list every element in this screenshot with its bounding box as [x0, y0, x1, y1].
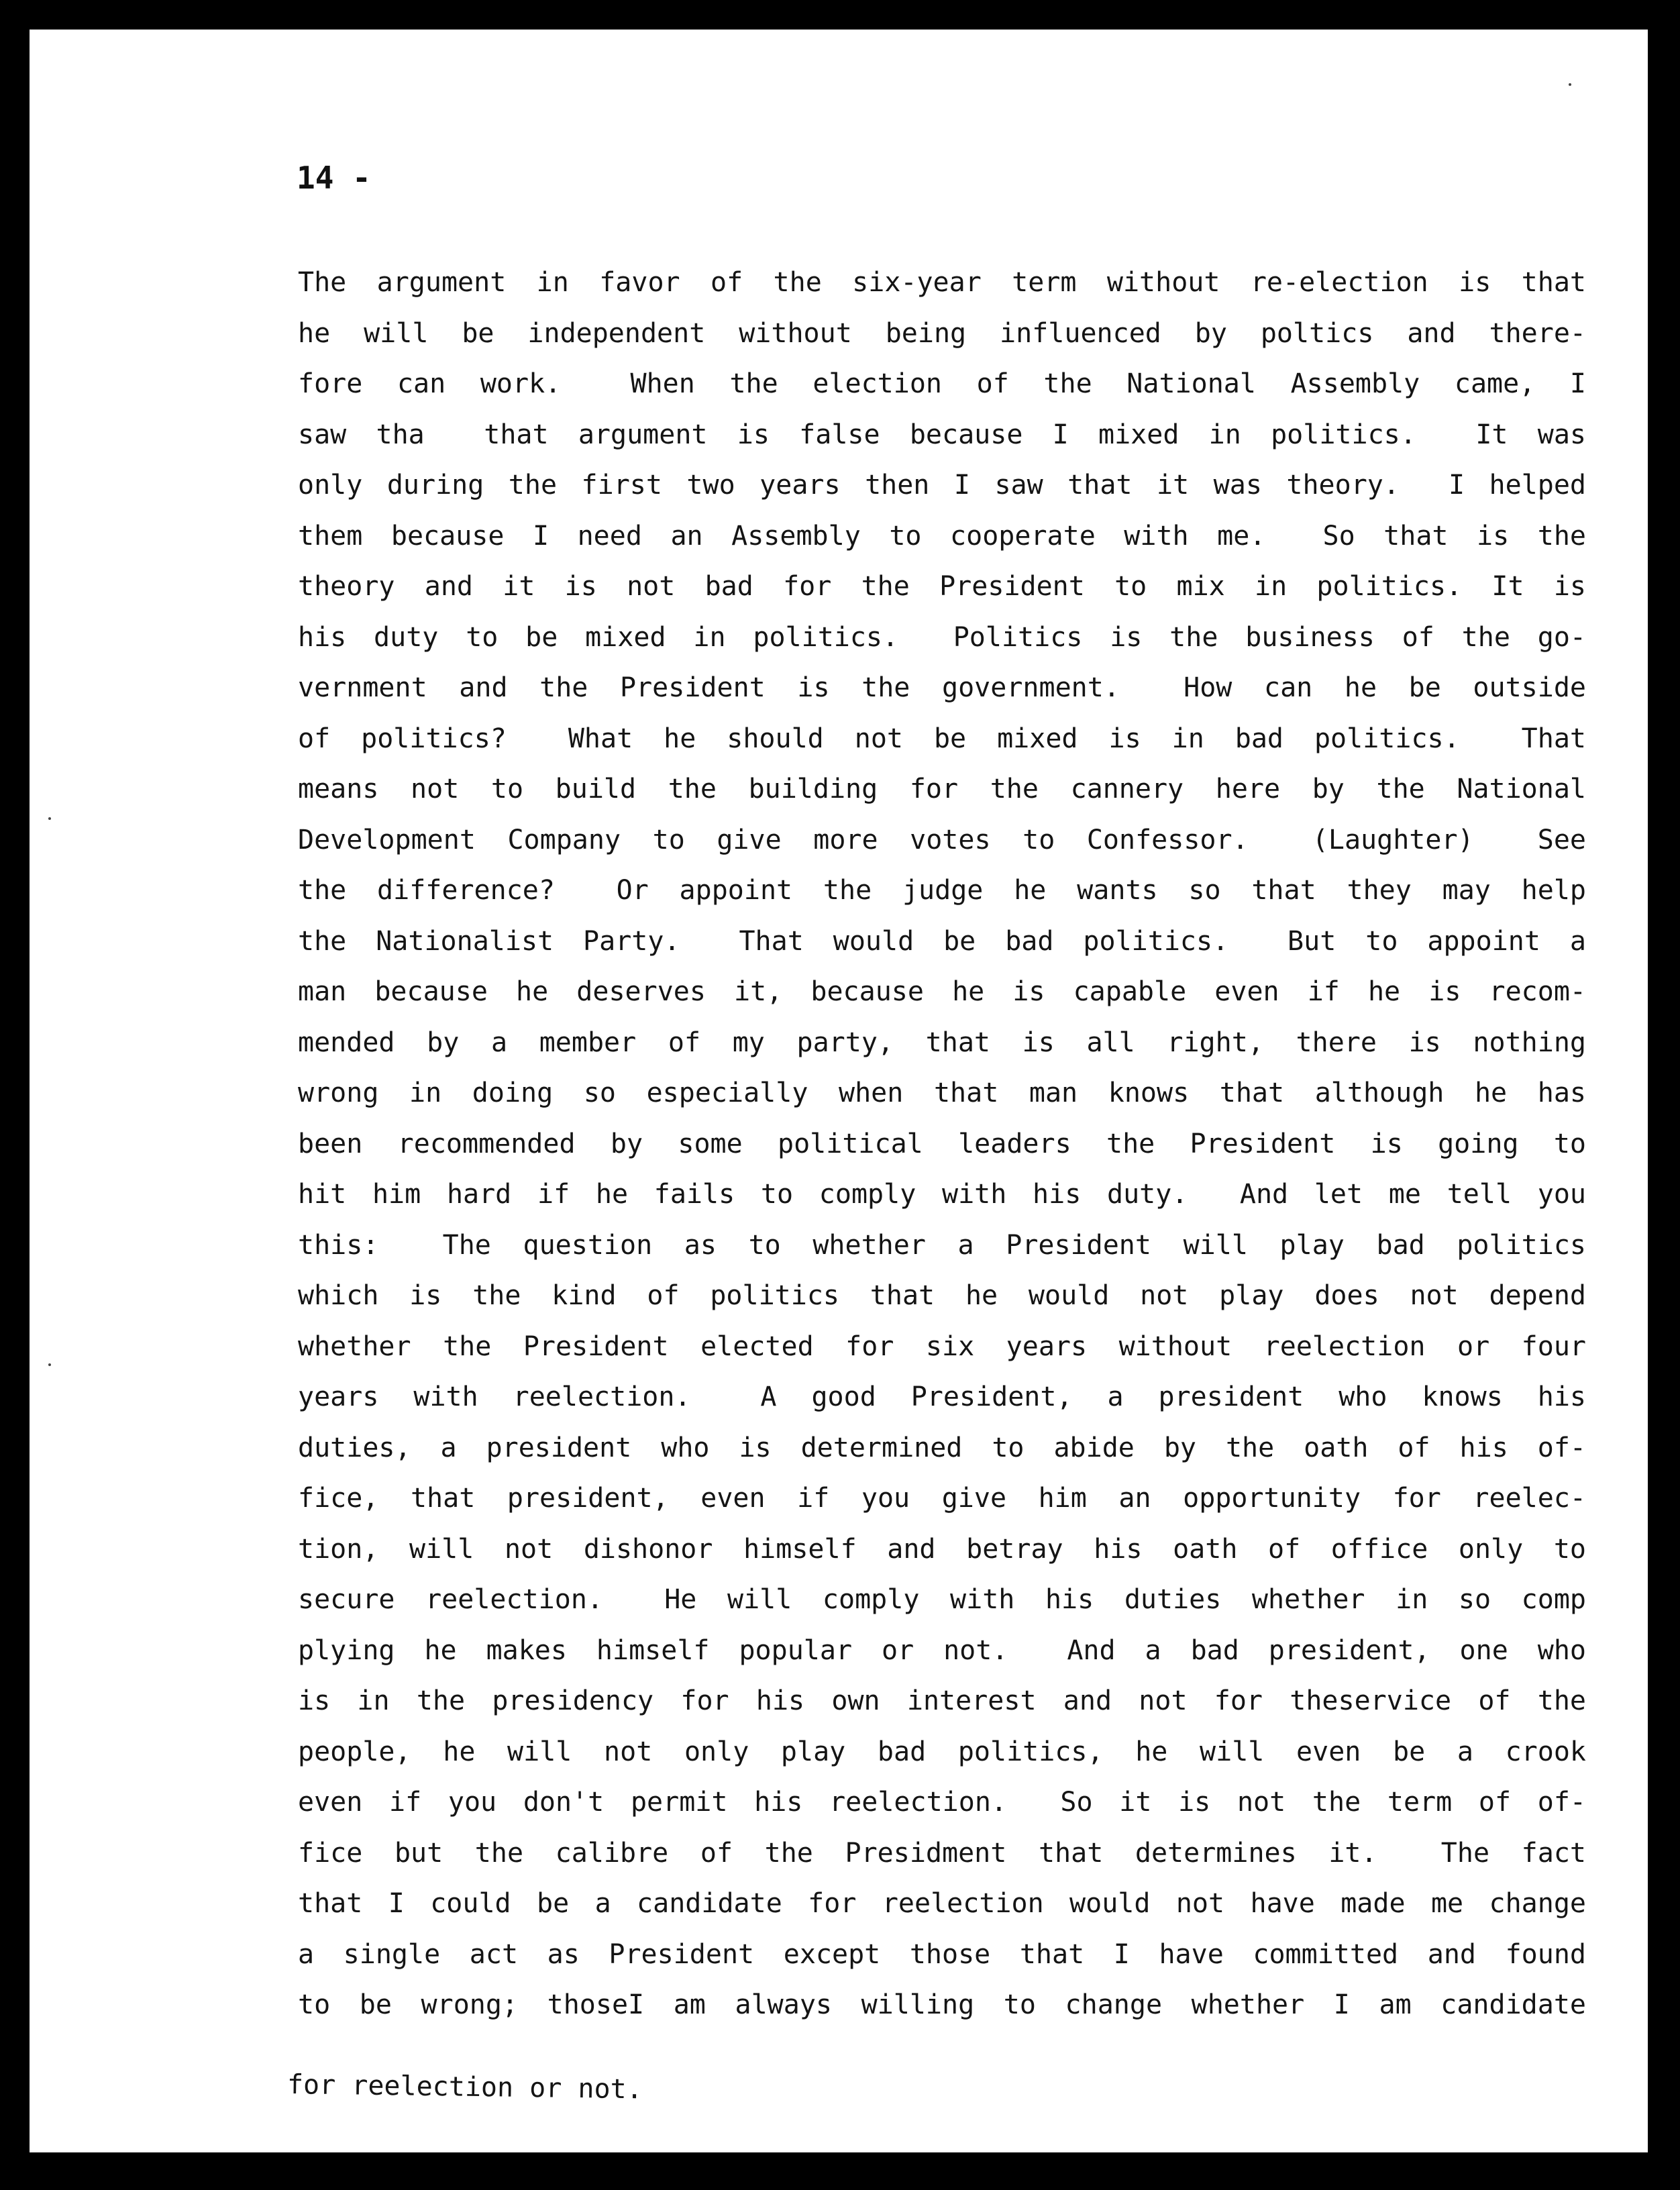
typed-body-text [298, 258, 1586, 2031]
text-line: this: The question as to whether a President will play bad politics [298, 1229, 1586, 1261]
text-line: his duty to be mixed in politics. Politics is the business of the go- [298, 621, 1586, 653]
document-page [30, 30, 1648, 2152]
text-line: tion, will not dishonor himself and betray his oath of office only to [298, 1533, 1586, 1565]
text-line: a single act as President except those that I have committed and found [298, 1938, 1586, 1970]
text-line: plying he makes himself popular or not. And a bad president, one who [298, 1634, 1586, 1666]
text-line: the difference? Or appoint the judge he wants so that they may help [298, 875, 1586, 906]
page-number: 14 - [297, 160, 371, 196]
text-line: is in the presidency for his own interest and not for theservice of the [298, 1685, 1586, 1716]
text-line: wrong in doing so especially when that man knows that although he has [298, 1078, 1586, 1108]
text-line: fice but the calibre of the Presidment that determines it. The fact [298, 1837, 1586, 1869]
text-line: means not to build the building for the cannery here by the National [298, 774, 1586, 804]
text-line: hit him hard if he fails to comply with his duty. And let me tell you [298, 1179, 1586, 1210]
closing-line: for reelection or not. [286, 2069, 643, 2105]
text-line: years with reelection. A good President, a president who knows his [298, 1381, 1586, 1412]
text-line: which is the kind of politics that he would not play does not depend [298, 1280, 1586, 1311]
text-line: the Nationalist Party. That would be bad politics. But to appoint a [298, 925, 1586, 957]
text-line: that I could be a candidate for reelection would not have made me change [298, 1888, 1586, 1919]
scan-speck [1569, 83, 1571, 86]
text-line: even if you don't permit his reelection. So it is not the term of of- [298, 1787, 1586, 1818]
text-line: he will be independent without being influenced by poltics and there- [298, 317, 1586, 349]
text-line: man because he deserves it, because he is capable even if he is recom- [298, 976, 1586, 1007]
text-line: theory and it is not bad for the President to mix in politics. It is [298, 571, 1586, 602]
text-line: them because I need an Assembly to cooperate with me. So that is the [298, 520, 1586, 552]
text-line: Development Company to give more votes to Confessor. (Laughter) See [298, 824, 1586, 855]
text-line: of politics? What he should not be mixed is in bad politics. That [298, 723, 1586, 754]
text-line: fice, that president, even if you give him an opportunity for reelec- [298, 1483, 1586, 1514]
scan-speck [48, 817, 51, 820]
text-line: been recommended by some political leaders the President is going to [298, 1128, 1586, 1159]
text-line: only during the first two years then I saw that it was theory. I helped [298, 470, 1586, 501]
text-line: vernment and the President is the government. How can he be outside [298, 672, 1586, 703]
text-line: whether the President elected for six years without reelection or four [298, 1331, 1586, 1362]
text-line: secure reelection. He will comply with his duties whether in so comp [298, 1584, 1586, 1615]
text-line: saw tha that argument is false because I mixed in politics. It was [298, 419, 1586, 450]
text-line: The argument in favor of the six-year term without re-election is that [298, 267, 1586, 298]
text-line: mended by a member of my party, that is all right, there is nothing [298, 1027, 1586, 1058]
text-line: people, he will not only play bad politics, he will even be a crook [298, 1736, 1586, 1767]
text-line: fore can work. When the election of the National Assembly came, I [298, 368, 1586, 399]
text-line: duties, a president who is determined to abide by the oath of his of- [298, 1432, 1586, 1463]
scan-speck [48, 1363, 51, 1366]
text-line: to be wrong; thoseI am always willing to change whether I am candidate [298, 1989, 1586, 2020]
